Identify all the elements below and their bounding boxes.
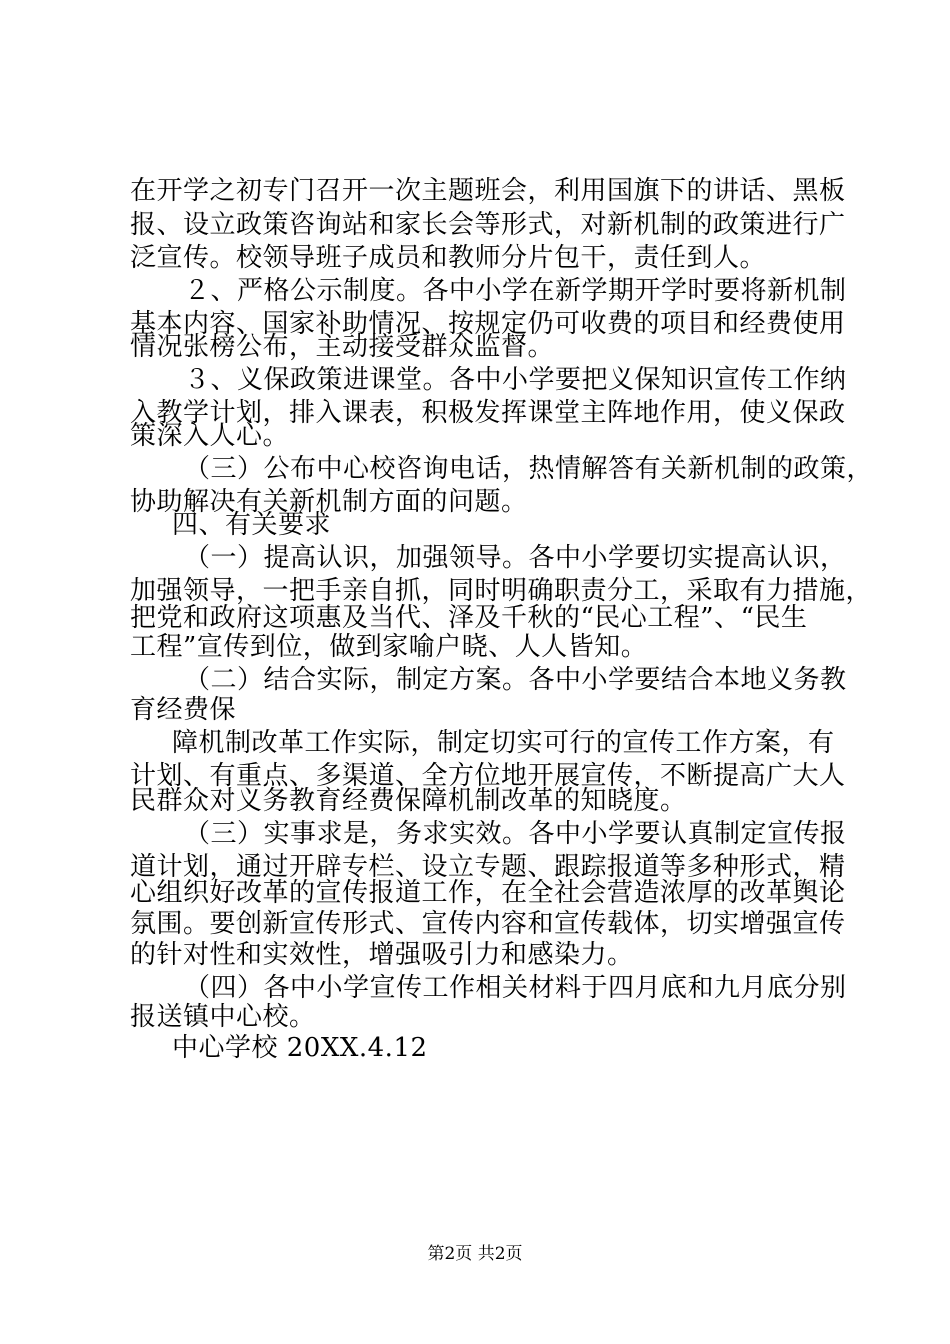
body-line: 报送镇中心校。: [130, 1002, 316, 1032]
body-line: ３、义保政策进课堂。各中小学要把义保知识宣传工作纳: [184, 365, 847, 395]
section-heading: 四、有关要求: [172, 510, 332, 540]
body-line: 氛围。要创新宣传形式、宣传内容和宣传载体，切实增强宣传: [130, 909, 846, 939]
body-line: 民群众对义务教育经费保障机制改革的知晓度。: [130, 786, 687, 816]
body-line: （三）公布中心校咨询电话，热情解答有关新机制的政策，: [184, 454, 874, 484]
body-line: 报、设立政策咨询站和家长会等形式，对新机制的政策进行广: [130, 210, 846, 240]
body-line: 把党和政府这项惠及当代、泽及千秋的“民心工程”、“民生: [130, 603, 808, 633]
body-line: 入教学计划，排入课表，积极发挥课堂主阵地作用，使义保政: [130, 398, 846, 428]
body-line: 泛宣传。校领导班子成员和教师分片包干，责任到人。: [130, 243, 767, 273]
body-line: 策深入人心。: [130, 421, 290, 451]
body-line: 工程”宣传到位，做到家喻户晓、人人皆知。: [130, 632, 648, 662]
body-line: 情况张榜公布，主动接受群众监督。: [130, 332, 555, 362]
body-line: 计划、有重点、多渠道、全方位地开展宣传，不断提高广大人: [130, 761, 846, 791]
body-line: 协助解决有关新机制方面的问题。: [130, 487, 528, 517]
signature-date: 中心学校 20XX.4.12: [172, 1033, 428, 1063]
body-line: 心组织好改革的宣传报道工作，在全社会营造浓厚的改革舆论: [130, 878, 846, 908]
body-line: 基本内容、国家补助情况、按规定仍可收费的项目和经费使用: [130, 309, 846, 339]
body-line: 道计划，通过开辟专栏、设立专题、跟踪报道等多种形式，精: [130, 852, 846, 882]
body-line: （三）实事求是，务求实效。各中小学要认真制定宣传报: [184, 819, 847, 849]
body-line: ２、严格公示制度。各中小学在新学期开学时要将新机制: [184, 276, 847, 306]
body-line: 的针对性和实效性，增强吸引力和感染力。: [130, 940, 634, 970]
body-line: （四）各中小学宣传工作相关材料于四月底和九月底分别: [184, 973, 847, 1003]
body-line: （一）提高认识，加强领导。各中小学要切实提高认识，: [184, 543, 847, 573]
body-line: （二）结合实际，制定方案。各中小学要结合本地义务教: [184, 665, 847, 695]
body-line: 育经费保: [130, 695, 237, 725]
body-line: 加强领导，一把手亲自抓，同时明确职责分工，采取有力措施，: [130, 576, 873, 606]
page-footer: 第2页 共2页: [427, 1244, 523, 1264]
body-line: 障机制改革工作实际，制定切实可行的宣传工作方案，有: [172, 728, 835, 758]
body-line: 在开学之初专门召开一次主题班会，利用国旗下的讲话、黑板: [130, 176, 846, 206]
